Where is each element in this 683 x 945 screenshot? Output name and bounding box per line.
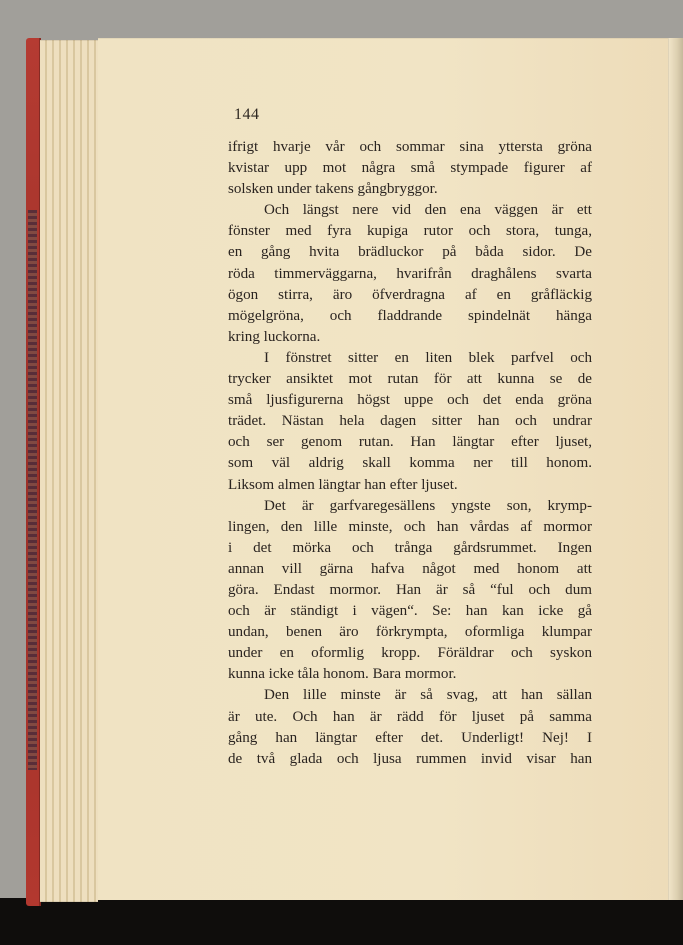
text-line: Liksom almen längtar han efter ljuset. xyxy=(228,476,458,493)
text-line: i det mörka och trånga gårdsrummet. Ingen xyxy=(228,539,592,556)
text-line: kvistar upp mot några små stympade figurer af xyxy=(228,160,592,177)
page-number: 144 xyxy=(234,106,260,123)
text-line: röda timmerväggarna, hvarifrån draghålens svarta xyxy=(228,265,592,282)
text-line: små ljusfigurerna högst uppe och det enda gröna xyxy=(228,392,592,409)
text-line: kring luckorna. xyxy=(228,328,321,345)
text-line: ögon stirra, äro öfverdragna af en gråfläckig xyxy=(228,286,592,303)
text-line: gång han längtar efter det. Underligt! Nej! I xyxy=(228,729,592,746)
text-line: de två glada och ljusa rummen invid visar han xyxy=(228,750,592,767)
text-line: undan, benen äro förkrympta, oformliga klumpar xyxy=(228,624,592,641)
text-line: fönster med fyra kupiga rutor och stora, tunga, xyxy=(228,223,592,240)
text-line: kunna icke tåla honom. Bara mormor. xyxy=(228,666,457,683)
text-line: är ute. Och han är rädd för ljuset på samma xyxy=(228,708,592,725)
text-line: mögelgröna, och fladdrande spindelnät hänga xyxy=(228,307,592,324)
text-line: som väl aldrig skall komma ner till honom. xyxy=(228,455,592,472)
text-line: under en oformlig kropp. Föräldrar och syskon xyxy=(228,645,592,662)
text-line: annan vill gärna hafva något med honom att xyxy=(228,560,592,577)
text-line: och ser genom rutan. Han längtar efter ljuset, xyxy=(228,434,592,451)
text-line: I fönstret sitter en liten blek parfvel och xyxy=(264,349,592,366)
text-line: solsken under takens gångbryggor. xyxy=(228,181,438,198)
body-text xyxy=(228,137,592,770)
text-line: Och längst nere vid den ena väggen är ett xyxy=(264,202,592,219)
text-line: en gång hvita brädluckor på båda sidor. De xyxy=(228,244,592,261)
text-line: ifrigt hvarje vår och sommar sina yttersta gröna xyxy=(228,139,592,155)
text-line: Den lille minste är så svag, att han sällan xyxy=(264,687,592,704)
text-line: göra. Endast mormor. Han är så “ful och dum xyxy=(228,581,592,598)
page-stack-edge xyxy=(40,40,98,902)
text-line: lingen, den lille minste, och han vårdas af mormor xyxy=(228,518,592,535)
scan-shadow-bottom xyxy=(0,898,683,945)
text-line: Det är garfvaregesällens yngste son, krymp- xyxy=(264,497,592,514)
marbled-cover-pattern xyxy=(28,210,37,770)
text-line: trädet. Nästan hela dagen sitter han och undrar xyxy=(228,413,592,430)
text-line: och är ständigt i vägen“. Se: han kan icke gå xyxy=(228,603,592,620)
page-right-edge xyxy=(668,38,683,900)
text-line: trycker ansiktet mot rutan för att kunna se de xyxy=(228,371,592,388)
